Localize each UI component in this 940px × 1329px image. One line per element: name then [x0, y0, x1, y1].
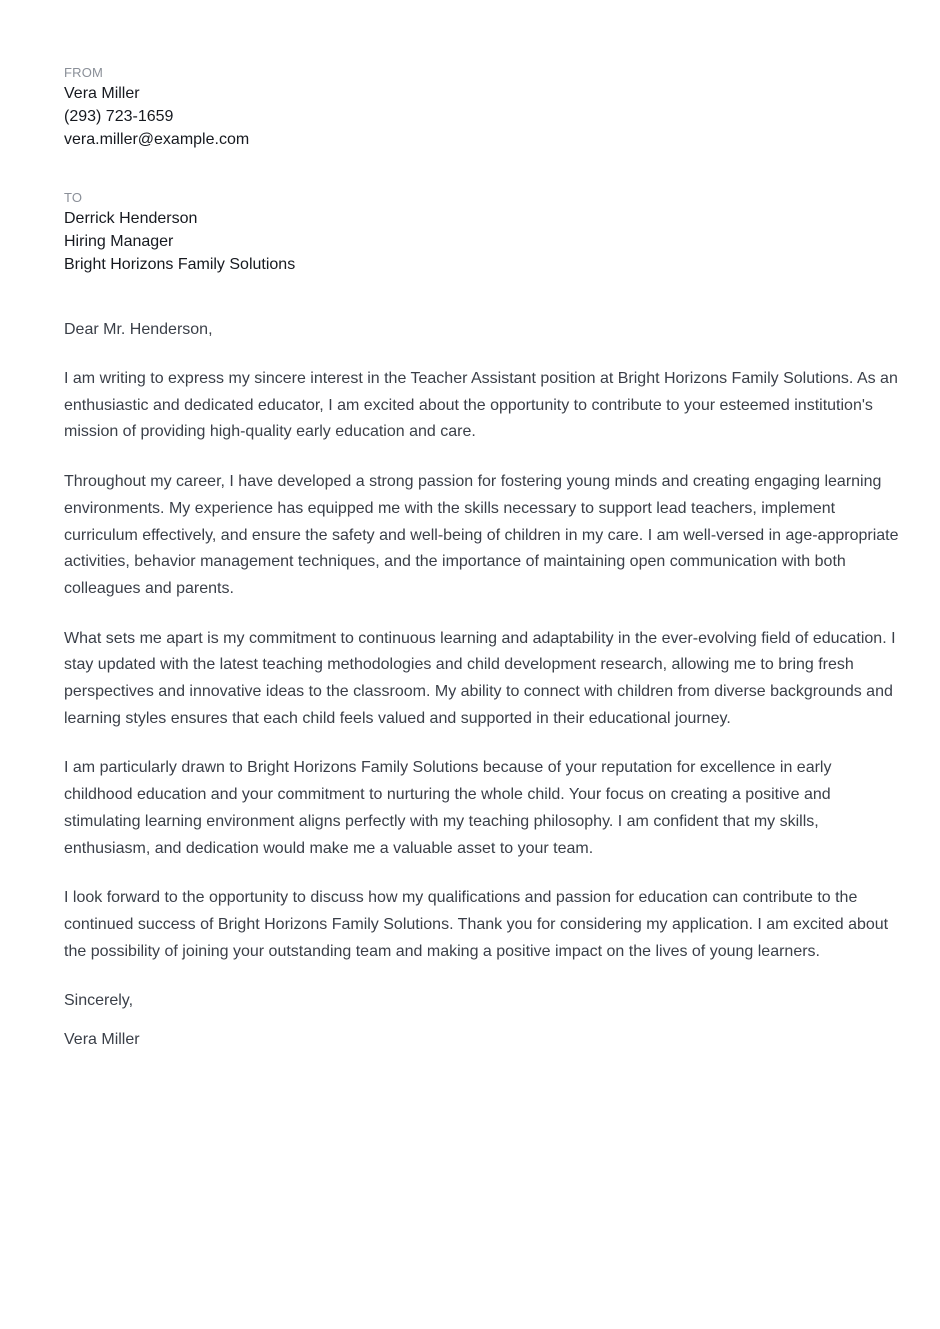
sender-phone: (293) 723-1659 [64, 108, 174, 125]
body-paragraph-5: I look forward to the opportunity to discuss how my qualifications and passion for education can contribute to the continued success of Bright Horizons Family Solutions. Thank you for considering my application. I am excited about the possibility of joining your outstanding team and making a positive impact on the lives of young learners. [64, 889, 889, 960]
to-label: TO [64, 190, 83, 205]
sender-email: vera.miller@example.com [64, 131, 250, 148]
salutation: Dear Mr. Henderson, [64, 321, 213, 338]
recipient-block [64, 189, 900, 276]
signature-name: Vera Miller [64, 1031, 140, 1049]
body-paragraph-1: I am writing to express my sincere interest in the Teacher Assistant position at Bright Horizons Family Solutions. As an enthusiastic and dedicated educator, I am excited about the opportunity to contribute to your esteemed institution's mission of providing high-quality early education and care. [64, 370, 898, 441]
cover-letter [64, 64, 900, 1052]
recipient-company: Bright Horizons Family Solutions [64, 256, 296, 273]
sender-name: Vera Miller [64, 85, 140, 102]
recipient-title: Hiring Manager [64, 233, 174, 250]
body-paragraph-4: I am particularly drawn to Bright Horizons Family Solutions because of your reputation for excellence in early childhood education and your commitment to nurturing the whole child. Your focus on creating a positive and stimulating learning environment aligns perfectly with my teaching philosophy. I am confident that my skills, enthusiasm, and dedication would make me a valuable asset to your team. [64, 759, 832, 857]
sender-block [64, 64, 900, 151]
letter-body [64, 366, 900, 965]
body-paragraph-2: Throughout my career, I have developed a strong passion for fostering young minds and creating engaging learning environments. My experience has equipped me with the skills necessary to support lead teachers, implement curriculum effectively, and ensure the safety and well-being of children in my care. I am well-versed in age-appropriate activities, behavior management techniques, and the importance of maintaining open communication with both colleagues and parents. [64, 473, 899, 597]
body-paragraph-3: What sets me apart is my commitment to continuous learning and adaptability in the ever-evolving field of education. I stay updated with the latest teaching methodologies and child development research, allowing me to bring fresh perspectives and innovative ideas to the classroom. My ability to connect with children from diverse backgrounds and learning styles ensures that each child feels valued and supported in their educational journey. [64, 629, 896, 727]
from-label: FROM [64, 65, 104, 80]
recipient-name: Derrick Henderson [64, 210, 198, 227]
closing: Sincerely, [64, 992, 134, 1010]
